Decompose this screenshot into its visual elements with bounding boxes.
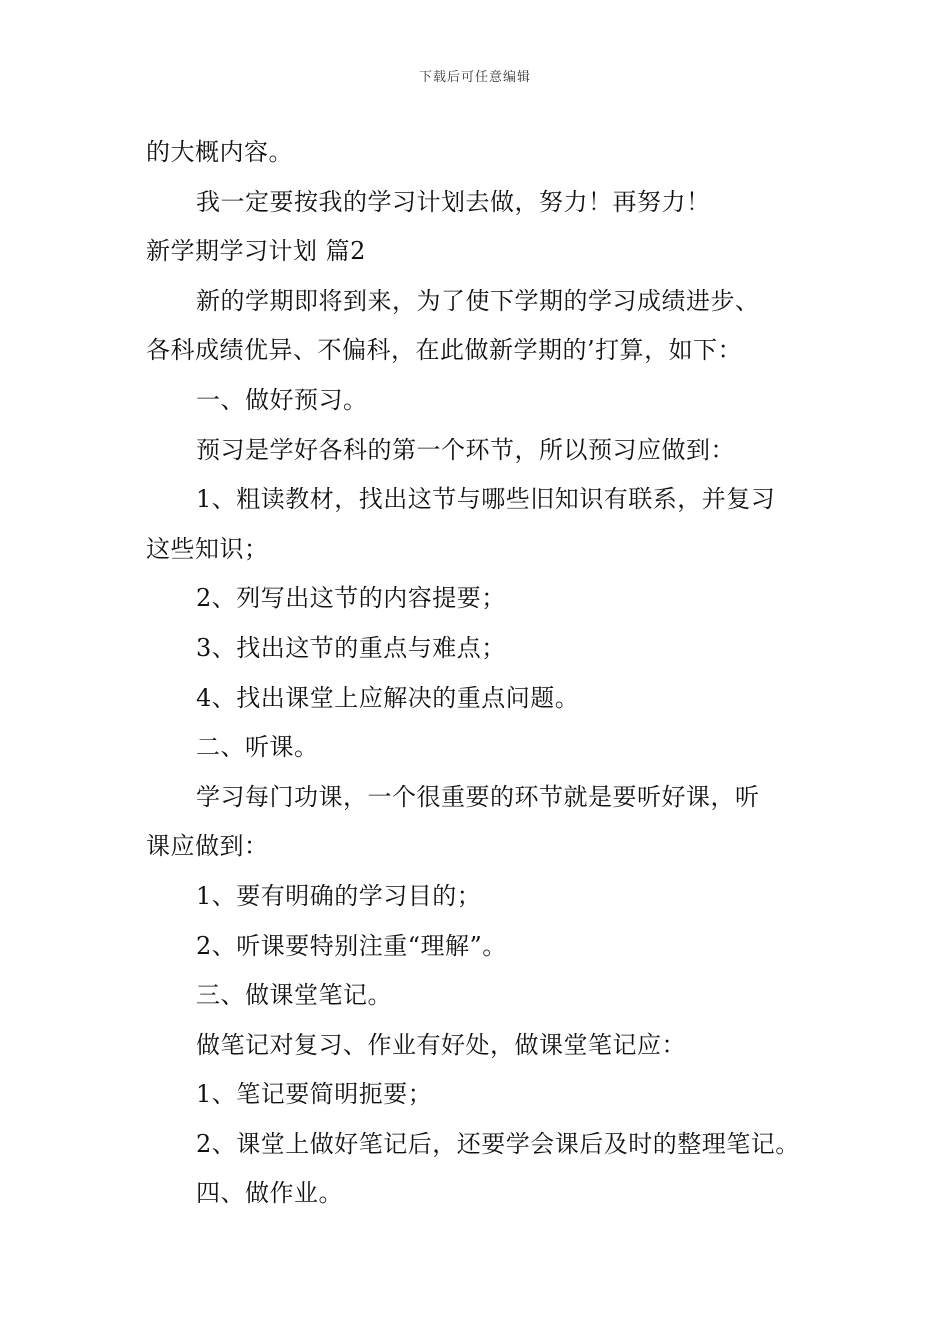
text-line: 1、笔记要简明扼要； xyxy=(196,1080,433,1109)
text-line: 一、做好预习。 xyxy=(196,385,368,414)
section-title: 新学期学习计划 篇2 xyxy=(146,237,366,266)
text-line: 2、听课要特别注重“理解”。 xyxy=(196,931,507,960)
text-line: 二、听课。 xyxy=(196,733,319,762)
text-line: 课应做到： xyxy=(146,832,269,861)
text-line: 3、找出这节的重点与难点； xyxy=(196,633,506,662)
text-line: 新的学期即将到来，为了使下学期的学习成绩进步、 xyxy=(196,286,760,315)
text-line: 1、粗读教材，找出这节与哪些旧知识有联系，并复习 xyxy=(196,485,776,514)
document-body xyxy=(146,128,812,1219)
text-line: 学习每门功课，一个很重要的环节就是要听好课，听 xyxy=(196,782,760,811)
text-line: 2、课堂上做好笔记后，还要学会课后及时的整理笔记。 xyxy=(196,1129,800,1158)
page-header: 下载后可任意编辑 xyxy=(418,70,531,85)
text-line: 各科成绩优异、不偏科，在此做新学期的’打算，如下： xyxy=(146,336,743,365)
text-line: 做笔记对复习、作业有好处，做课堂笔记应： xyxy=(196,1030,686,1059)
text-line: 我一定要按我的学习计划去做，努力！再努力！ xyxy=(196,187,711,216)
text-line: 这些知识； xyxy=(146,534,269,563)
text-line: 1、要有明确的学习目的； xyxy=(196,881,482,910)
text-line: 2、列写出这节的内容提要； xyxy=(196,584,506,613)
text-line: 四、做作业。 xyxy=(196,1179,343,1208)
text-line: 的大概内容。 xyxy=(146,138,293,166)
text-line: 三、做课堂笔记。 xyxy=(196,981,392,1010)
text-line: 预习是学好各科的第一个环节，所以预习应做到： xyxy=(196,435,735,464)
text-line: 4、找出课堂上应解决的重点问题。 xyxy=(196,683,580,712)
